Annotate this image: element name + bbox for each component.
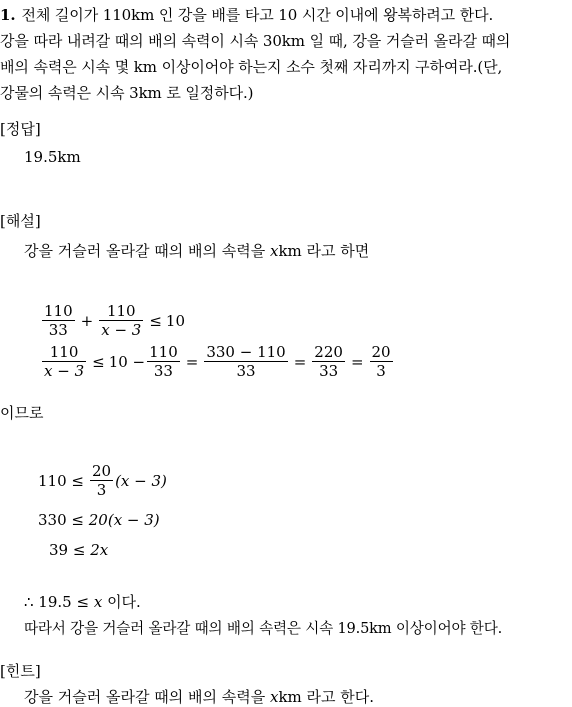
solution-intro-text: 강을 거슬러 올라갈 때의 배의 속력을 xyxy=(24,242,270,260)
plus-sign: + xyxy=(80,311,94,330)
problem-text-1: 전체 길이가 110km 인 강을 배를 타고 10 시간 이내에 왕복하려고 한다. xyxy=(21,6,494,24)
rhs-value: 10 xyxy=(165,311,185,330)
hint-text-tail: km 라고 한다. xyxy=(278,688,375,706)
ineq-rhs: (x − 3) xyxy=(115,471,167,490)
variable-x: x xyxy=(93,593,103,611)
therefore-text: ∴ 19.5 ≤ xyxy=(24,593,94,611)
problem-line-4: 강물의 속력은 시속 3km 로 일정하다.) xyxy=(0,84,254,102)
fraction: $\frac{20}{3}$ xyxy=(91,462,112,499)
connector-text: 이므로 xyxy=(0,404,44,422)
equation-1 xyxy=(40,302,185,339)
problem-line-3: 배의 속력은 시속 몇 km 이상이어야 하는지 소수 첫째 자리까지 구하여라.(단, xyxy=(0,58,503,76)
fraction: $\frac{20}{3}$ xyxy=(371,343,391,380)
hint-text-main: 강을 거슬러 올라갈 때의 배의 속력을 xyxy=(24,688,270,706)
solution-intro xyxy=(24,240,369,261)
fraction: $\frac{110}{33}$ xyxy=(44,302,73,339)
therefore-tail: 이다. xyxy=(102,593,141,611)
ineq-rhs: 20(x − 3) xyxy=(88,511,160,529)
equals-sign: = xyxy=(350,352,364,371)
solution-intro-tail: km 라고 하면 xyxy=(278,242,370,260)
equals-sign: = xyxy=(293,352,307,371)
mid-term: 10 − xyxy=(108,352,146,371)
therefore-line xyxy=(24,591,141,612)
hint-text xyxy=(24,686,374,707)
conclusion-line: 따라서 강을 거슬러 올라갈 때의 배의 속력은 시속 19.5km 이상이어야 한다. xyxy=(24,620,503,637)
fraction: $\frac{330 - 110}{33}$ xyxy=(206,343,286,380)
problem-number: 1. xyxy=(0,6,16,24)
variable-x: x xyxy=(269,242,279,260)
problem-line-2: 강을 따라 내려갈 때의 배의 속력이 시속 30km 일 때, 강을 거슬러 올라갈 때의 xyxy=(0,32,511,50)
fraction: $\frac{110}{x - 3}$ xyxy=(44,343,85,380)
ineq-lhs: 110 ≤ xyxy=(38,471,84,490)
problem-statement xyxy=(0,2,572,106)
solution-label: [해설] xyxy=(0,212,41,230)
inequality-1 xyxy=(38,462,167,499)
equals-sign: = xyxy=(185,352,199,371)
equation-2 xyxy=(40,343,395,380)
inequality-2 xyxy=(38,511,160,529)
fraction: $\frac{220}{33}$ xyxy=(314,343,343,380)
variable-x: x xyxy=(269,688,279,706)
ineq-lhs: 330 ≤ xyxy=(38,511,84,529)
hint-label: [힌트] xyxy=(0,662,41,680)
answer-value: 19.5km xyxy=(24,148,81,166)
answer-label: [정답] xyxy=(0,120,41,138)
fraction: $\frac{110}{x - 3}$ xyxy=(101,302,142,339)
ineq-lhs: 39 ≤ xyxy=(49,541,86,559)
le-sign: ≤ xyxy=(149,311,162,330)
le-sign: ≤ xyxy=(92,352,105,371)
problem-line-1 xyxy=(0,2,572,28)
fraction: $\frac{110}{33}$ xyxy=(149,343,178,380)
ineq-rhs: 2x xyxy=(90,541,109,559)
inequality-3 xyxy=(49,541,108,559)
